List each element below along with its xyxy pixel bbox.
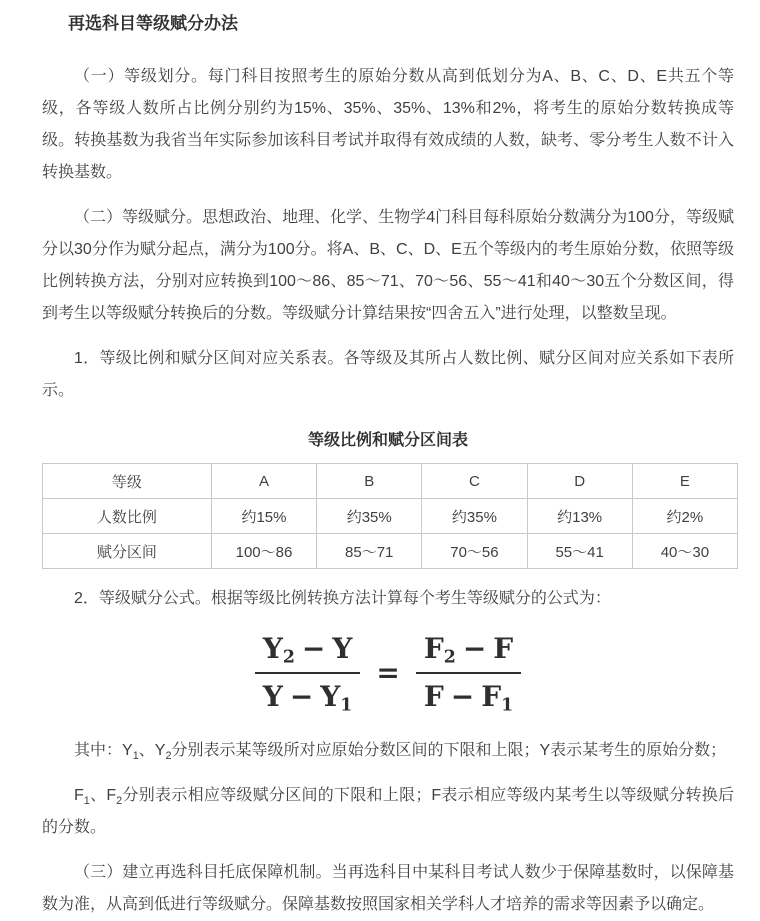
table-cell: 约2%	[632, 499, 737, 534]
equals-sign: =	[376, 656, 400, 690]
formula-left-numerator: $Y_2 - Y$	[262, 632, 353, 668]
table-cell: 100～86	[211, 534, 316, 569]
table-row-interval	[43, 534, 738, 569]
table-row-ratio	[43, 499, 738, 534]
header-cell-c: C	[422, 464, 527, 499]
formula-note-2: $F_1$、$F_2$分别表示相应等级赋分区间的下限和上限；F表示相应等级内某考生以等级赋分转换后的分数。	[42, 787, 735, 837]
paragraph-table-intro: 1．等级比例和赋分区间对应关系表。各等级及其所占人数比例、赋分区间对应关系如下表所示。	[42, 350, 734, 400]
formula-right-numerator: $F_2 - F$	[423, 632, 514, 668]
paragraph-formula-intro: 2．等级赋分公式。根据等级比例转换方法计算每个考生等级赋分的公式为：	[74, 590, 611, 608]
table-cell: 55～41	[527, 534, 632, 569]
table-cell: 约35%	[317, 499, 422, 534]
table-cell: 约15%	[211, 499, 316, 534]
header-cell-a: A	[211, 464, 316, 499]
header-cell-d: D	[527, 464, 632, 499]
table-header-row	[43, 464, 738, 499]
row-label-interval: 赋分区间	[43, 534, 212, 569]
table-cell: 70～56	[422, 534, 527, 569]
paragraph-grade-scoring: （二）等级赋分。思想政治、地理、化学、生物学4门科目每科原始分数满分为100分，等级赋分以30分作为赋分起点，满分为100分。将A、B、C、D、E五个等级内的考生原始分数，依照等级比例转换方法，分别对应转换到100～86、85～71、70～56、55～41和40～30五个分数区间，得到考生以等级赋分转换后的分数。等级赋分计算结果按“四舍五入”进行处理，以整数呈现。	[42, 209, 734, 323]
formula-note-1: 其中：$Y_1$、$Y_2$分别表示某等级所对应原始分数区间的下限和上限；Y表示某考生的原始分数；	[74, 742, 727, 763]
formula-fraction-left	[255, 632, 361, 716]
row-label-ratio: 人数比例	[43, 499, 212, 534]
formula-left-denominator: $Y - Y_1$	[255, 672, 361, 711]
grade-ratio-table	[42, 463, 738, 569]
paragraph-grade-division: （一）等级划分。每门科目按照考生的原始分数从高到低划分为A、B、C、D、E共五个等级，各等级人数所占比例分别约为15%、35%、35%、13%和2%，将考生的原始分数转换成等级。转换基数为我省当年实际参加该科目考试并取得有效成绩的人数，缺考、零分考生人数不计入转换基数。	[42, 68, 734, 182]
formula-right-denominator: $F - F_1$	[416, 672, 521, 711]
table-cell: 约13%	[527, 499, 632, 534]
table-cell: 约35%	[422, 499, 527, 534]
header-cell-e: E	[632, 464, 737, 499]
table-cell: 40～30	[632, 534, 737, 569]
header-cell-grade: 等级	[43, 464, 212, 499]
formula-fraction-right	[416, 632, 521, 716]
table-cell: 85～71	[317, 534, 422, 569]
table-title: 等级比例和赋分区间表	[307, 432, 468, 450]
page-title: 再选科目等级赋分办法	[68, 14, 238, 33]
header-cell-b: B	[317, 464, 422, 499]
paragraph-guarantee-mechanism: （三）建立再选科目托底保障机制。当再选科目中某科目考试人数少于保障基数时，以保障基数为准，从高到低进行等级赋分。保障基数按照国家相关学科人才培养的需求等因素予以确定。	[42, 864, 734, 914]
grade-scoring-formula	[42, 632, 734, 716]
